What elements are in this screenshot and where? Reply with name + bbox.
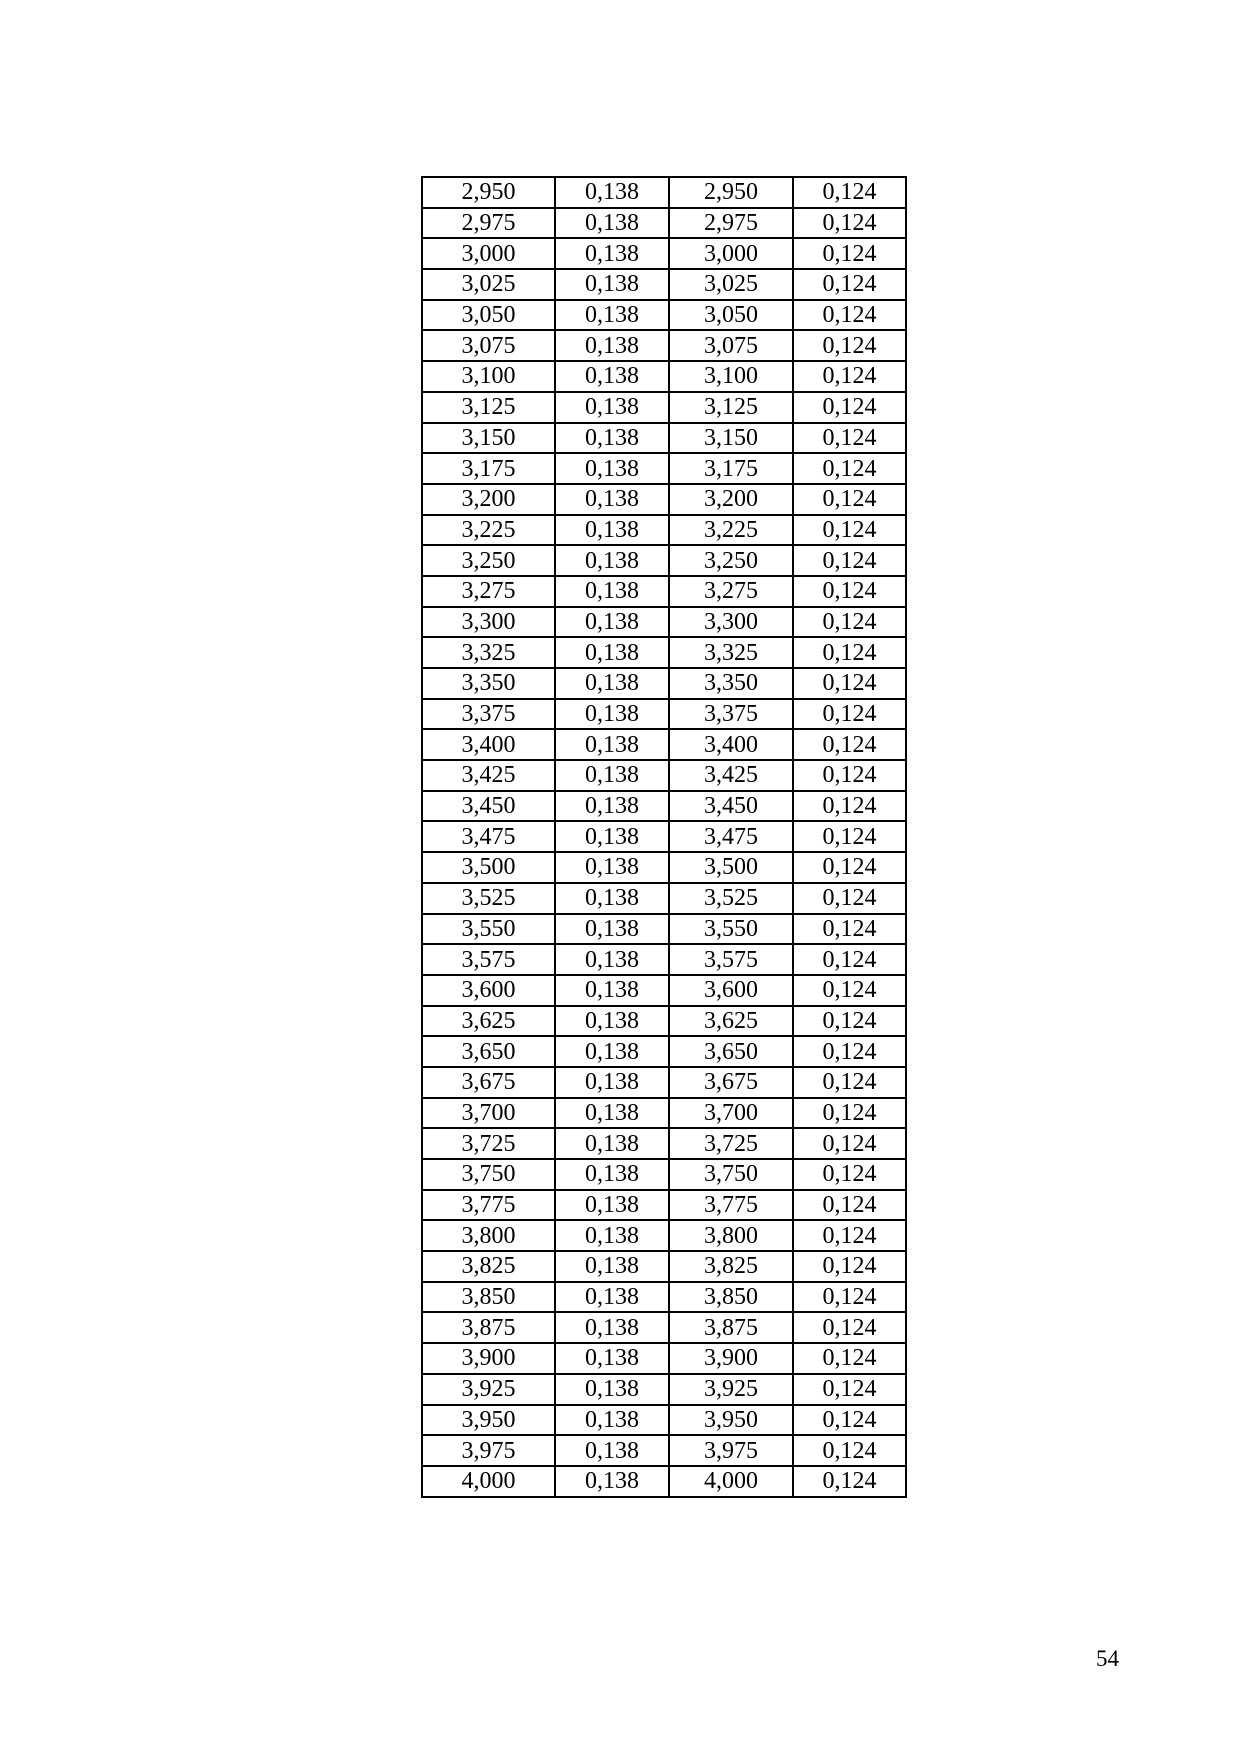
table-cell: 3,225 xyxy=(422,515,555,546)
table-cell: 3,950 xyxy=(422,1405,555,1436)
table-row xyxy=(422,914,906,945)
table-row xyxy=(422,729,906,760)
table-cell: 0,124 xyxy=(793,177,906,208)
table-cell: 3,325 xyxy=(669,637,793,668)
table-cell: 3,975 xyxy=(669,1435,793,1466)
table-row xyxy=(422,177,906,208)
table-cell: 0,124 xyxy=(793,1282,906,1313)
table-cell: 0,124 xyxy=(793,668,906,699)
table-cell: 0,138 xyxy=(555,944,669,975)
table-cell: 3,025 xyxy=(669,269,793,300)
table-cell: 3,050 xyxy=(669,300,793,331)
table-row xyxy=(422,208,906,239)
table-cell: 3,900 xyxy=(422,1343,555,1374)
table-row xyxy=(422,1159,906,1190)
table-row xyxy=(422,944,906,975)
table-cell: 2,950 xyxy=(669,177,793,208)
table-cell: 0,138 xyxy=(555,361,669,392)
table-cell: 0,124 xyxy=(793,1220,906,1251)
table-cell: 3,400 xyxy=(669,729,793,760)
table-cell: 0,138 xyxy=(555,821,669,852)
table-cell: 3,575 xyxy=(669,944,793,975)
table-cell: 3,650 xyxy=(669,1036,793,1067)
table-cell: 3,100 xyxy=(422,361,555,392)
table-cell: 3,550 xyxy=(669,914,793,945)
table-row xyxy=(422,975,906,1006)
table-cell: 0,124 xyxy=(793,791,906,822)
table-cell: 3,925 xyxy=(422,1374,555,1405)
table-cell: 0,124 xyxy=(793,852,906,883)
table-cell: 0,124 xyxy=(793,330,906,361)
table-cell: 0,138 xyxy=(555,1435,669,1466)
table-row xyxy=(422,1190,906,1221)
table-cell: 3,875 xyxy=(669,1312,793,1343)
table-cell: 3,050 xyxy=(422,300,555,331)
table-cell: 0,138 xyxy=(555,208,669,239)
table-cell: 3,975 xyxy=(422,1435,555,1466)
table-cell: 0,138 xyxy=(555,330,669,361)
table-row xyxy=(422,1098,906,1129)
table-cell: 0,138 xyxy=(555,1128,669,1159)
table-cell: 3,700 xyxy=(422,1098,555,1129)
table-cell: 0,138 xyxy=(555,1405,669,1436)
table-cell: 3,400 xyxy=(422,729,555,760)
table-cell: 3,850 xyxy=(669,1282,793,1313)
table-cell: 0,138 xyxy=(555,760,669,791)
table-cell: 0,124 xyxy=(793,392,906,423)
table-cell: 3,350 xyxy=(669,668,793,699)
table-cell: 3,925 xyxy=(669,1374,793,1405)
table-cell: 0,138 xyxy=(555,1220,669,1251)
table-cell: 3,700 xyxy=(669,1098,793,1129)
table-cell: 3,000 xyxy=(669,238,793,269)
table-cell: 3,125 xyxy=(422,392,555,423)
table-row xyxy=(422,668,906,699)
table-cell: 0,124 xyxy=(793,453,906,484)
table-row xyxy=(422,1128,906,1159)
table-cell: 3,425 xyxy=(669,760,793,791)
table-cell: 0,138 xyxy=(555,269,669,300)
data-table-body xyxy=(422,177,906,1497)
table-cell: 0,124 xyxy=(793,944,906,975)
table-cell: 0,138 xyxy=(555,852,669,883)
table-row xyxy=(422,852,906,883)
table-cell: 0,124 xyxy=(793,1036,906,1067)
table-cell: 0,138 xyxy=(555,177,669,208)
table-cell: 3,375 xyxy=(669,699,793,730)
page-number: 54 xyxy=(1096,1646,1119,1671)
table-cell: 0,138 xyxy=(555,545,669,576)
table-cell: 0,124 xyxy=(793,1435,906,1466)
table-cell: 3,275 xyxy=(422,576,555,607)
table-cell: 3,725 xyxy=(422,1128,555,1159)
table-cell: 3,450 xyxy=(422,791,555,822)
table-cell: 3,525 xyxy=(669,883,793,914)
table-cell: 3,200 xyxy=(422,484,555,515)
table-row xyxy=(422,392,906,423)
table-row xyxy=(422,1251,906,1282)
table-cell: 3,150 xyxy=(669,423,793,454)
table-cell: 3,750 xyxy=(422,1159,555,1190)
table-cell: 0,138 xyxy=(555,729,669,760)
table-cell: 3,750 xyxy=(669,1159,793,1190)
table-row xyxy=(422,423,906,454)
table-cell: 3,300 xyxy=(422,607,555,638)
table-cell: 0,138 xyxy=(555,484,669,515)
table-cell: 3,950 xyxy=(669,1405,793,1436)
table-row xyxy=(422,791,906,822)
table-row xyxy=(422,269,906,300)
table-cell: 3,525 xyxy=(422,883,555,914)
table-cell: 0,138 xyxy=(555,1036,669,1067)
table-row xyxy=(422,699,906,730)
table-row xyxy=(422,1405,906,1436)
table-cell: 3,500 xyxy=(422,852,555,883)
table-cell: 3,775 xyxy=(422,1190,555,1221)
table-cell: 0,124 xyxy=(793,1190,906,1221)
table-row xyxy=(422,361,906,392)
table-cell: 3,175 xyxy=(669,453,793,484)
table-cell: 3,150 xyxy=(422,423,555,454)
table-cell: 0,138 xyxy=(555,975,669,1006)
table-cell: 3,225 xyxy=(669,515,793,546)
table-cell: 3,300 xyxy=(669,607,793,638)
table-row xyxy=(422,330,906,361)
table-row xyxy=(422,515,906,546)
table-cell: 0,138 xyxy=(555,1190,669,1221)
table-cell: 0,138 xyxy=(555,1251,669,1282)
table-cell: 3,825 xyxy=(422,1251,555,1282)
table-cell: 3,600 xyxy=(669,975,793,1006)
table-row xyxy=(422,576,906,607)
table-cell: 0,138 xyxy=(555,1159,669,1190)
table-cell: 0,138 xyxy=(555,423,669,454)
table-cell: 0,138 xyxy=(555,637,669,668)
table-cell: 3,000 xyxy=(422,238,555,269)
table-row xyxy=(422,484,906,515)
table-row xyxy=(422,637,906,668)
table-cell: 0,138 xyxy=(555,699,669,730)
table-cell: 0,138 xyxy=(555,515,669,546)
table-row xyxy=(422,1006,906,1037)
table-cell: 3,800 xyxy=(669,1220,793,1251)
table-cell: 0,124 xyxy=(793,1405,906,1436)
table-cell: 3,075 xyxy=(422,330,555,361)
table-cell: 3,275 xyxy=(669,576,793,607)
table-cell: 3,600 xyxy=(422,975,555,1006)
table-cell: 3,325 xyxy=(422,637,555,668)
table-cell: 0,124 xyxy=(793,914,906,945)
table-cell: 0,124 xyxy=(793,883,906,914)
table-cell: 0,124 xyxy=(793,423,906,454)
table-cell: 3,675 xyxy=(669,1067,793,1098)
table-cell: 2,950 xyxy=(422,177,555,208)
table-cell: 0,124 xyxy=(793,1343,906,1374)
table-cell: 3,625 xyxy=(669,1006,793,1037)
table-cell: 0,124 xyxy=(793,637,906,668)
table-cell: 2,975 xyxy=(669,208,793,239)
table-cell: 0,124 xyxy=(793,1312,906,1343)
table-row xyxy=(422,1220,906,1251)
table-cell: 0,138 xyxy=(555,300,669,331)
table-row xyxy=(422,1343,906,1374)
table-row xyxy=(422,1466,906,1497)
table-cell: 3,575 xyxy=(422,944,555,975)
table-cell: 0,124 xyxy=(793,1128,906,1159)
table-cell: 3,500 xyxy=(669,852,793,883)
table-cell: 4,000 xyxy=(669,1466,793,1497)
table-cell: 3,250 xyxy=(422,545,555,576)
table-row xyxy=(422,453,906,484)
table-cell: 3,350 xyxy=(422,668,555,699)
table-cell: 0,124 xyxy=(793,975,906,1006)
table-cell: 0,124 xyxy=(793,484,906,515)
table-cell: 3,200 xyxy=(669,484,793,515)
table-row xyxy=(422,1435,906,1466)
table-cell: 3,175 xyxy=(422,453,555,484)
table-cell: 0,124 xyxy=(793,699,906,730)
table-cell: 0,124 xyxy=(793,1466,906,1497)
table-row xyxy=(422,545,906,576)
table-cell: 0,124 xyxy=(793,208,906,239)
table-cell: 0,124 xyxy=(793,607,906,638)
table-cell: 0,138 xyxy=(555,238,669,269)
table-cell: 0,138 xyxy=(555,1006,669,1037)
table-cell: 0,124 xyxy=(793,576,906,607)
table-cell: 0,138 xyxy=(555,883,669,914)
table-row xyxy=(422,1036,906,1067)
table-cell: 3,775 xyxy=(669,1190,793,1221)
table-cell: 3,675 xyxy=(422,1067,555,1098)
table-cell: 0,138 xyxy=(555,791,669,822)
table-cell: 3,475 xyxy=(669,821,793,852)
table-row xyxy=(422,821,906,852)
table-cell: 3,800 xyxy=(422,1220,555,1251)
table-cell: 0,124 xyxy=(793,545,906,576)
table-cell: 0,138 xyxy=(555,1374,669,1405)
table-row xyxy=(422,883,906,914)
table-cell: 3,550 xyxy=(422,914,555,945)
table-cell: 0,124 xyxy=(793,1159,906,1190)
table-cell: 3,875 xyxy=(422,1312,555,1343)
table-cell: 0,124 xyxy=(793,515,906,546)
table-cell: 0,138 xyxy=(555,1098,669,1129)
table-cell: 0,124 xyxy=(793,1067,906,1098)
table-cell: 3,475 xyxy=(422,821,555,852)
table-cell: 0,124 xyxy=(793,760,906,791)
table-cell: 3,425 xyxy=(422,760,555,791)
table-cell: 3,650 xyxy=(422,1036,555,1067)
table-cell: 0,138 xyxy=(555,668,669,699)
table-cell: 2,975 xyxy=(422,208,555,239)
table-row xyxy=(422,607,906,638)
table-cell: 3,125 xyxy=(669,392,793,423)
table-cell: 0,124 xyxy=(793,821,906,852)
table-cell: 3,900 xyxy=(669,1343,793,1374)
data-table xyxy=(421,176,907,1498)
table-cell: 0,138 xyxy=(555,453,669,484)
table-row xyxy=(422,238,906,269)
table-cell: 0,138 xyxy=(555,914,669,945)
table-cell: 3,375 xyxy=(422,699,555,730)
table-cell: 3,075 xyxy=(669,330,793,361)
table-cell: 0,138 xyxy=(555,1466,669,1497)
table-cell: 0,138 xyxy=(555,576,669,607)
table-cell: 0,124 xyxy=(793,1374,906,1405)
table-row xyxy=(422,300,906,331)
table-cell: 0,138 xyxy=(555,392,669,423)
table-cell: 3,025 xyxy=(422,269,555,300)
table-row xyxy=(422,1282,906,1313)
table-cell: 0,138 xyxy=(555,607,669,638)
table-cell: 3,100 xyxy=(669,361,793,392)
table-cell: 0,124 xyxy=(793,269,906,300)
table-cell: 0,124 xyxy=(793,729,906,760)
table-cell: 0,124 xyxy=(793,300,906,331)
table-cell: 0,124 xyxy=(793,361,906,392)
table-cell: 0,124 xyxy=(793,1251,906,1282)
table-cell: 3,825 xyxy=(669,1251,793,1282)
table-cell: 0,124 xyxy=(793,1006,906,1037)
table-cell: 4,000 xyxy=(422,1466,555,1497)
table-cell: 0,124 xyxy=(793,238,906,269)
table-cell: 0,138 xyxy=(555,1282,669,1313)
table-cell: 0,138 xyxy=(555,1312,669,1343)
table-row xyxy=(422,1312,906,1343)
table-cell: 3,725 xyxy=(669,1128,793,1159)
table-cell: 0,138 xyxy=(555,1067,669,1098)
table-cell: 0,138 xyxy=(555,1343,669,1374)
table-cell: 0,124 xyxy=(793,1098,906,1129)
table-row xyxy=(422,760,906,791)
table-cell: 3,250 xyxy=(669,545,793,576)
table-cell: 3,450 xyxy=(669,791,793,822)
table-cell: 3,625 xyxy=(422,1006,555,1037)
table-cell: 3,850 xyxy=(422,1282,555,1313)
table-row xyxy=(422,1067,906,1098)
table-row xyxy=(422,1374,906,1405)
